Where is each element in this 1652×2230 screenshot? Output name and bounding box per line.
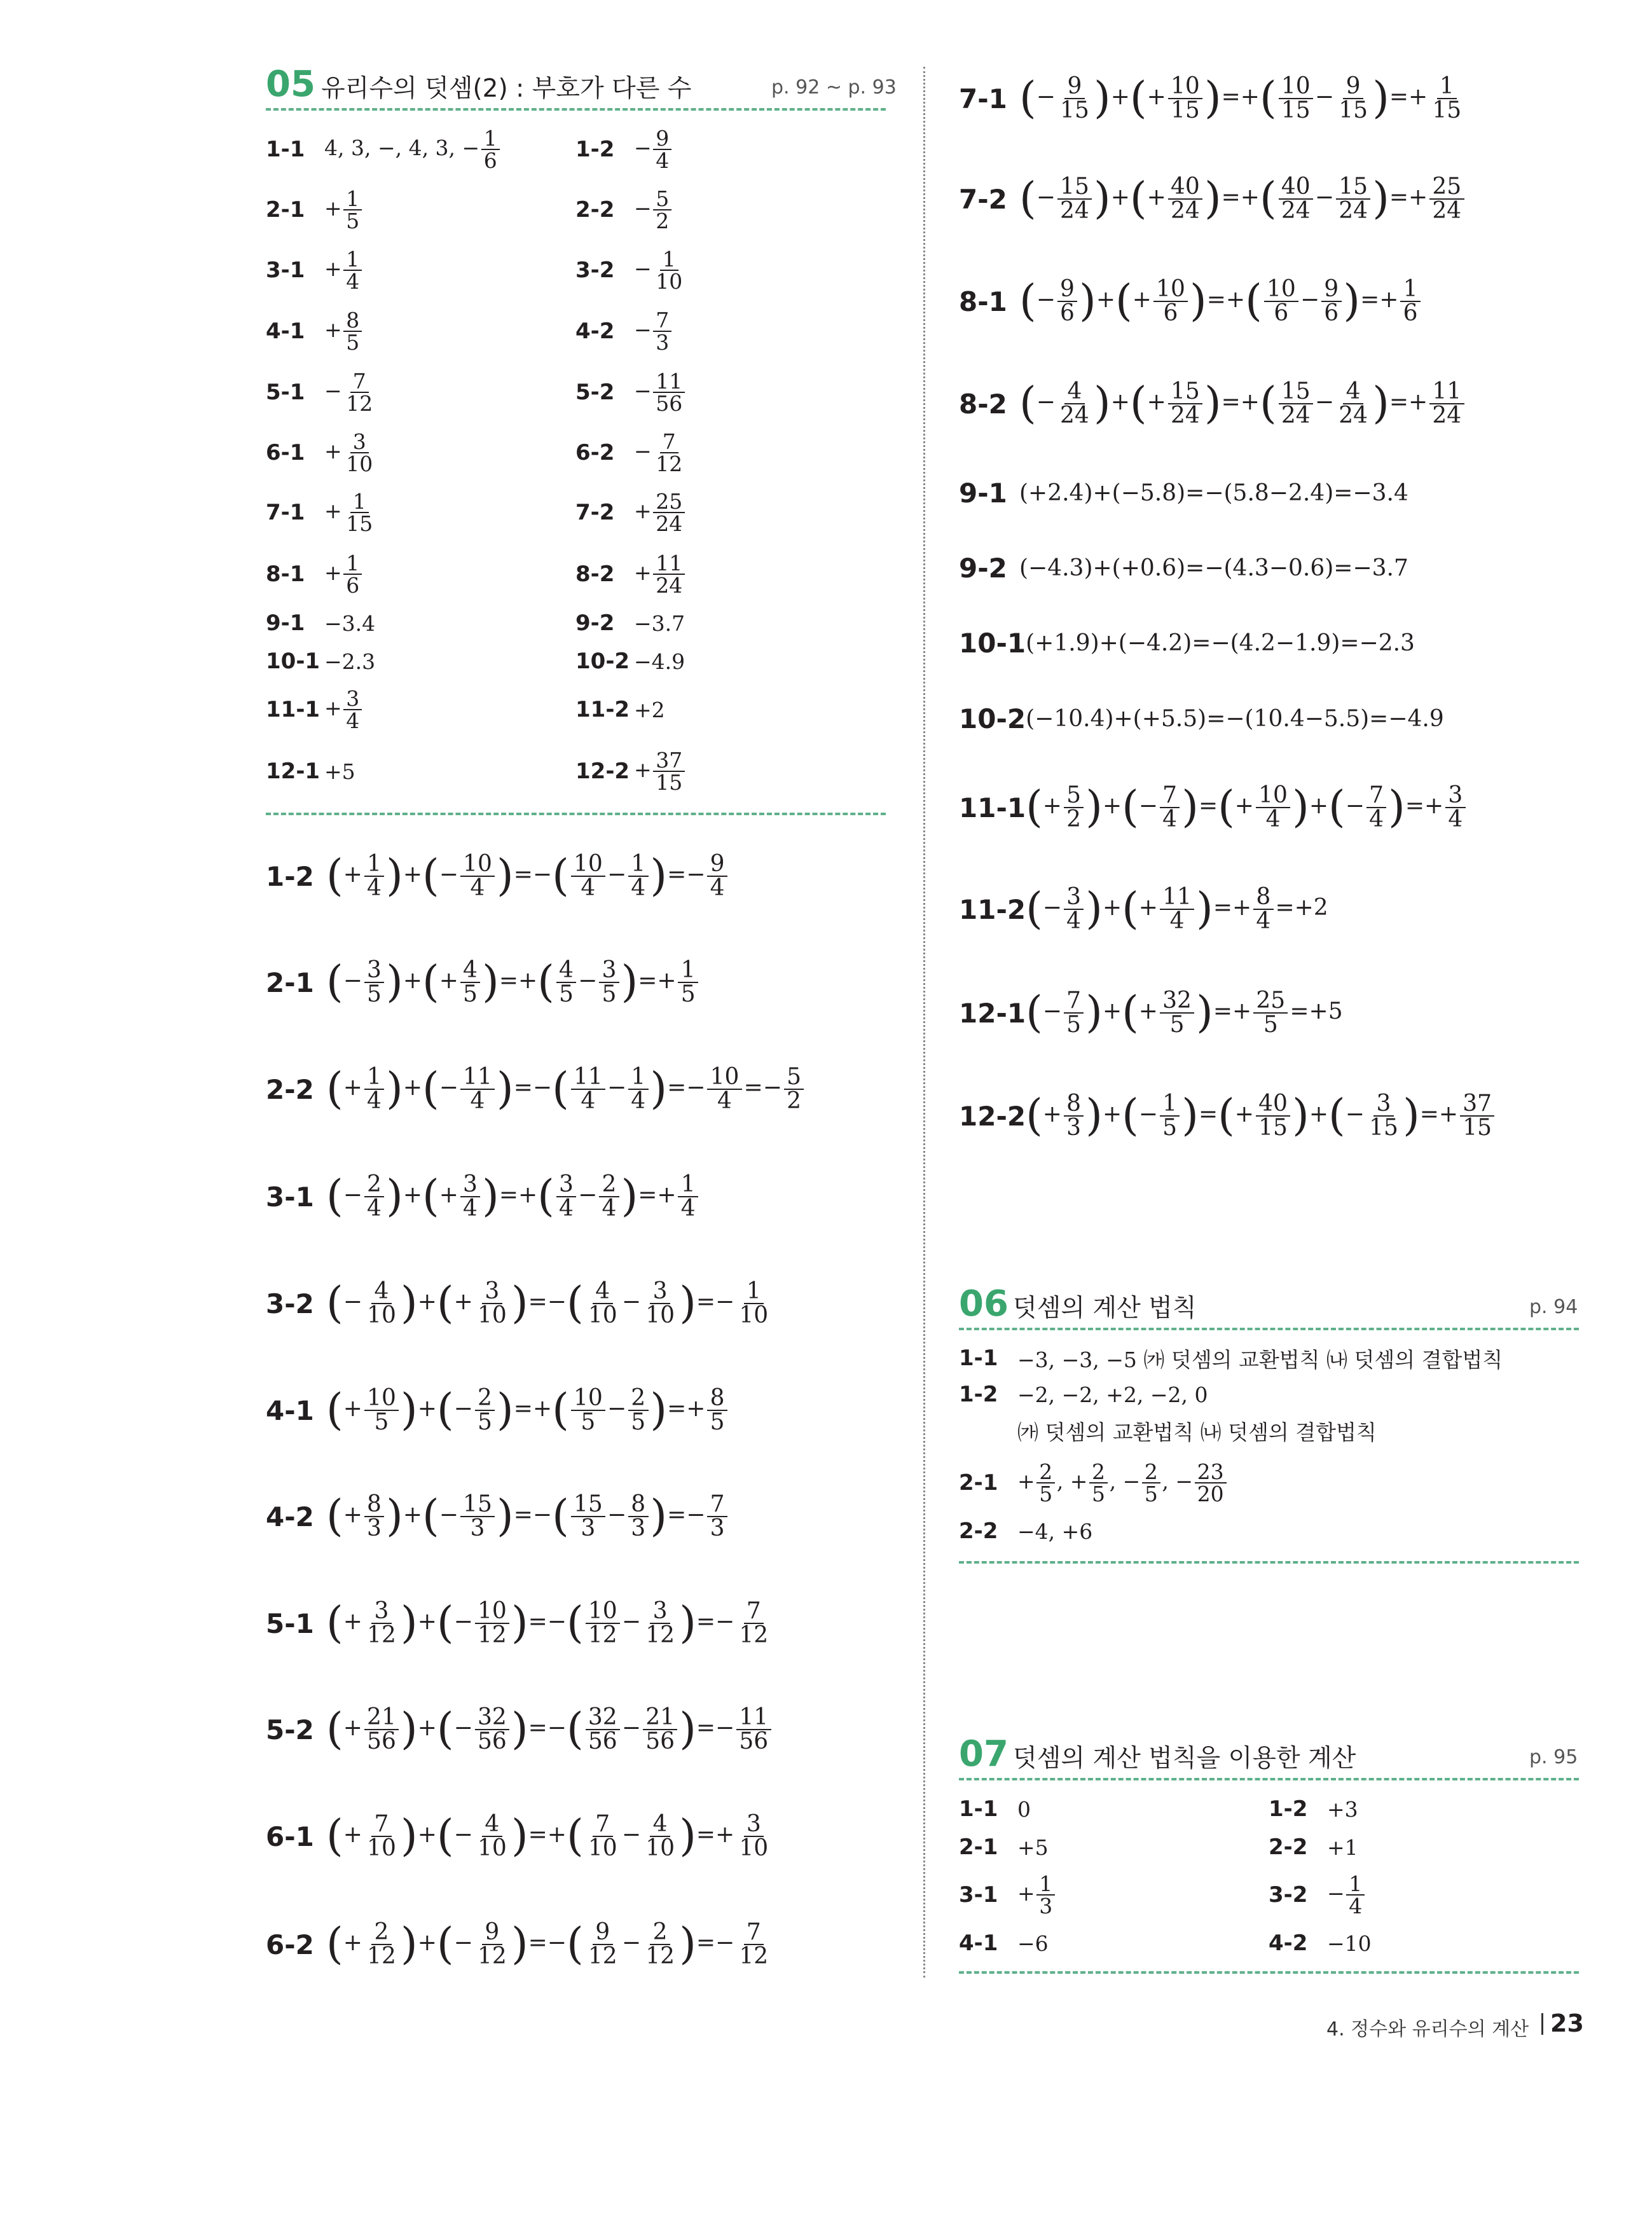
sec05-solution-9-1-row <box>959 455 1408 531</box>
sec07-answer-2-1-label: 2-1 <box>959 1834 998 1860</box>
sec05-solution-4-1-row <box>266 1372 729 1449</box>
sec05-answer-11-1-value: + $\frac{3}{4}$ <box>324 688 364 731</box>
sec07-answer-4-1-label: 4-1 <box>959 1931 998 1956</box>
sec05-answer-5-1-value: − $\frac{7}{12}$ <box>324 369 373 416</box>
section-06-title: 덧셈의 계산 법칙 <box>1013 1294 1197 1323</box>
sec07-answer-2-2-value: +1 <box>1327 1834 1358 1860</box>
section-07-pages: p. 95 <box>1529 1746 1578 1768</box>
sec05-solution-11-2-row <box>959 871 1328 947</box>
sec05-solution-11-2-value: (− $\frac{3}{4}$ )+(+ $\frac{11}{4}$ )=+ $\frac{8}{4}$ =+2 <box>1026 883 1328 934</box>
sec05-answer-8-1-value: + $\frac{1}{6}$ <box>324 553 364 596</box>
sec05-solution-2-1-value: (− $\frac{3}{5}$ )+(+ $\frac{4}{5}$ )=+( $\frac{4}{5}$ − $\frac{3}{5}$ )=+ $\frac{1}{5}$ <box>326 959 700 1006</box>
section-05-pages: p. 92 ~ p. 93 <box>771 76 897 99</box>
sec05-solution-8-1-row <box>959 263 1422 340</box>
sec05-solution-6-2-label: 6-2 <box>266 1929 314 1960</box>
sec05-solution-9-1-label: 9-1 <box>959 477 1007 509</box>
sec07-answer-1-1-value: 0 <box>1017 1796 1031 1822</box>
sec07-answer-3-1-label: 3-1 <box>959 1882 998 1908</box>
sec05-answer-2-2-value: − $\frac{5}{2}$ <box>634 188 673 231</box>
sec07-answer-3-2-value: − $\frac{1}{4}$ <box>1327 1873 1366 1917</box>
sec05-answer-1-2-value: − $\frac{9}{4}$ <box>634 128 673 171</box>
sec05-solution-7-2-label: 7-2 <box>959 183 1007 215</box>
sec06-answer-1-1-label: 1-1 <box>959 1346 998 1371</box>
sec05-answer-10-1-value: −2.3 <box>324 649 376 674</box>
sec05-solution-10-2-value: (−10.4)+(+5.5)=−(10.4−5.5)=−4.9 <box>1026 705 1444 732</box>
sec07-answer-4-1-row <box>959 1905 1049 1981</box>
sec05-solution-8-2-row <box>959 366 1466 442</box>
sec05-answer-9-2-label: 9-2 <box>575 610 615 636</box>
sec05-solution-12-1-row <box>959 975 1343 1051</box>
sec05-solution-9-2-value: (−4.3)+(+0.6)=−(4.3−0.6)=−3.7 <box>1019 554 1408 581</box>
sec05-answer-10-1-label: 10-1 <box>266 649 320 674</box>
sec05-answer-10-2-label: 10-2 <box>575 649 630 674</box>
sec05-answer-3-1-label: 3-1 <box>266 258 305 283</box>
sec05-solution-12-2-row <box>959 1078 1496 1154</box>
sec05-answer-12-1-row <box>266 733 355 809</box>
sec05-solution-12-2-value: (+ $\frac{8}{3}$ )+(− $\frac{1}{5}$ )=(+ $\frac{40}{15}$ )+(− $\frac{3}{15}$ )=+ $\frac{37}{15}$ <box>1026 1092 1496 1139</box>
sec07-answer-1-1-label: 1-1 <box>959 1796 998 1822</box>
sec05-solution-7-2-row <box>959 161 1466 237</box>
sec05-answer-6-1-label: 6-1 <box>266 440 305 465</box>
column-divider <box>923 67 925 1978</box>
section-06-bottom-divider <box>959 1561 1579 1564</box>
sec05-solution-3-1-value: (− $\frac{2}{4}$ )+(+ $\frac{3}{4}$ )=+( $\frac{3}{4}$ − $\frac{2}{4}$ )=+ $\frac{1}{4}$ <box>326 1173 700 1220</box>
sec05-solution-2-1-label: 2-1 <box>266 967 314 998</box>
section-06-number: 06 <box>959 1283 1008 1325</box>
sec05-solution-8-1-label: 8-1 <box>959 286 1007 317</box>
sec05-answer-12-1-value: +5 <box>324 759 355 784</box>
sec07-answer-4-2-row <box>1269 1905 1372 1981</box>
sec05-solution-6-2-row <box>266 1906 773 1983</box>
sec05-solution-1-2-label: 1-2 <box>266 860 314 892</box>
sec05-solution-9-2-label: 9-2 <box>959 552 1007 584</box>
sec05-solution-6-1-label: 6-1 <box>266 1820 314 1852</box>
sec05-solution-12-2-label: 12-2 <box>959 1100 1026 1132</box>
sec05-solution-6-1-row <box>266 1798 773 1875</box>
sec05-solution-5-2-value: (+ $\frac{21}{56}$ )+(− $\frac{32}{56}$ )=−( $\frac{32}{56}$ − $\frac{21}{56}$ )=− $\frac{11}{56}$ <box>326 1706 773 1753</box>
sec05-answer-12-1-label: 12-1 <box>266 759 320 784</box>
sec05-solution-10-1-label: 10-1 <box>959 627 1026 659</box>
sec05-solution-3-1-row <box>266 1159 700 1235</box>
sec05-solution-3-2-row <box>266 1265 773 1342</box>
sec05-solution-10-2-row <box>959 680 1444 757</box>
sec05-answer-11-2-value: +2 <box>634 697 665 722</box>
sec05-solution-3-2-label: 3-2 <box>266 1288 314 1319</box>
section-07-number: 07 <box>959 1733 1008 1775</box>
sec05-answer-2-1-label: 2-1 <box>266 197 305 223</box>
sec05-answer-11-2-label: 11-2 <box>575 697 630 722</box>
sec05-solution-9-1-value: (+2.4)+(−5.8)=−(5.8−2.4)=−3.4 <box>1019 479 1408 506</box>
sec05-solution-6-1-value: (+ $\frac{7}{10}$ )+(− $\frac{4}{10}$ )=+( $\frac{7}{10}$ − $\frac{4}{10}$ )=+ $\frac{3}{10}$ <box>326 1810 769 1861</box>
sec05-solution-4-1-value: (+ $\frac{10}{5}$ )+(− $\frac{2}{5}$ )=+( $\frac{10}{5}$ − $\frac{2}{5}$ )=+ $\frac{8}{5}$ <box>326 1387 729 1434</box>
sec05-answer-12-2-row <box>575 733 687 809</box>
sec05-solution-11-1-value: (+ $\frac{5}{2}$ )+(− $\frac{7}{4}$ )=(+ $\frac{10}{4}$ )+(− $\frac{7}{4}$ )=+ $\frac{3}{4}$ <box>1026 784 1467 831</box>
sec05-answer-3-2-label: 3-2 <box>575 258 615 283</box>
sec06-answer-2-2-label: 2-2 <box>959 1518 998 1544</box>
sec07-answer-2-1-value: +5 <box>1017 1834 1049 1860</box>
sec05-answer-9-2-value: −3.7 <box>634 610 685 636</box>
sec07-answer-1-2-value: +3 <box>1327 1796 1358 1822</box>
sec05-answer-10-2-value: −4.9 <box>634 649 685 674</box>
sec06-answer-2-2-value: −4, +6 <box>1017 1518 1093 1544</box>
sec05-solution-3-2-value: (− $\frac{4}{10}$ )+(+ $\frac{3}{10}$ )=−( $\frac{4}{10}$ − $\frac{3}{10}$ )=− $\frac{1}{10}$ <box>326 1277 769 1328</box>
sec05-answer-8-1-label: 8-1 <box>266 561 305 587</box>
sec05-answer-1-1-label: 1-1 <box>266 137 305 162</box>
sec05-solution-10-1-value: (+1.9)+(−4.2)=−(4.2−1.9)=−2.3 <box>1026 630 1415 656</box>
sec07-answer-4-1-value: −6 <box>1017 1931 1049 1956</box>
sec05-solution-5-1-value: (+ $\frac{3}{12}$ )+(− $\frac{10}{12}$ )=−( $\frac{10}{12}$ − $\frac{3}{12}$ )=− $\frac{7}{12}$ <box>326 1597 769 1648</box>
sec05-solution-6-2-value: (+ $\frac{2}{12}$ )+(− $\frac{9}{12}$ )=−( $\frac{9}{12}$ − $\frac{2}{12}$ )=− $\frac{7}{12}$ <box>326 1918 769 1969</box>
sec05-answer-5-1-label: 5-1 <box>266 380 305 405</box>
sec05-solution-3-1-label: 3-1 <box>266 1181 314 1213</box>
sec05-solution-12-1-value: (− $\frac{7}{5}$ )+(+ $\frac{32}{5}$ )=+ $\frac{25}{5}$ =+5 <box>1026 987 1343 1038</box>
sec05-solution-4-1-label: 4-1 <box>266 1394 314 1426</box>
sec05-solution-4-2-label: 4-2 <box>266 1501 314 1532</box>
sec05-solution-8-2-value: (− $\frac{4}{24}$ )+(+ $\frac{15}{24}$ )=+( $\frac{15}{24}$ − $\frac{4}{24}$ )=+ $\frac{11}{24}$ <box>1019 380 1466 427</box>
section-05-bottom-divider <box>266 813 886 815</box>
sec05-answer-8-2-label: 8-2 <box>575 561 615 587</box>
sec05-answer-6-2-label: 6-2 <box>575 440 615 465</box>
sec05-answer-4-1-label: 4-1 <box>266 319 305 344</box>
sec06-answer-1-2-label: 1-2 <box>959 1382 998 1407</box>
sec05-answer-7-1-label: 7-1 <box>266 500 305 525</box>
section-07-bottom-divider <box>959 1971 1579 1974</box>
sec05-answer-2-2-label: 2-2 <box>575 197 615 223</box>
sec05-solution-9-2-row <box>959 530 1408 606</box>
sec05-solution-2-2-label: 2-2 <box>266 1073 314 1105</box>
sec05-solution-7-1-value: (− $\frac{9}{15}$ )+(+ $\frac{10}{15}$ )=+( $\frac{10}{15}$ − $\frac{9}{15}$ )=+ $\frac{1}{15}$ <box>1019 72 1462 123</box>
sec05-solution-10-2-label: 10-2 <box>959 703 1026 734</box>
sec05-answer-4-2-value: − $\frac{7}{3}$ <box>634 310 673 353</box>
sec05-solution-2-2-value: (+ $\frac{1}{4}$ )+(− $\frac{11}{4}$ )=−( $\frac{11}{4}$ − $\frac{1}{4}$ )=− $\frac{10}{4}$ =− $\frac{5}{2}$ <box>326 1066 806 1113</box>
sec05-answer-5-2-value: − $\frac{11}{56}$ <box>634 371 687 414</box>
footer-chapter: 4. 정수와 유리수의 계산 <box>1326 2018 1529 2041</box>
sec05-solution-12-1-label: 12-1 <box>959 997 1026 1029</box>
section-06-pages: p. 94 <box>1529 1296 1578 1318</box>
sec05-solution-8-2-label: 8-2 <box>959 388 1007 420</box>
sec05-solution-4-2-row <box>266 1478 729 1555</box>
sec05-solution-8-1-value: (− $\frac{9}{6}$ )+(+ $\frac{10}{6}$ )=+( $\frac{10}{6}$ − $\frac{9}{6}$ )=+ $\frac{1}{6}$ <box>1019 278 1422 325</box>
sec06-answer-cont-value: ㈎ 덧셈의 교환법칙 ㈏ 덧셈의 결합법칙 <box>1017 1419 1377 1445</box>
sec06-answer-2-1-label: 2-1 <box>959 1470 998 1496</box>
sec05-solution-5-1-label: 5-1 <box>266 1607 314 1639</box>
sec05-solution-5-2-label: 5-2 <box>266 1714 314 1745</box>
sec05-answer-6-2-value: − $\frac{7}{12}$ <box>634 429 683 476</box>
sec05-answer-8-2-value: + $\frac{11}{24}$ <box>634 553 687 596</box>
sec07-answer-4-2-label: 4-2 <box>1269 1931 1308 1956</box>
sec07-answer-3-2-label: 3-2 <box>1269 1882 1308 1908</box>
sec05-solution-7-1-label: 7-1 <box>959 83 1007 114</box>
footer-page-number: 23 <box>1550 2009 1584 2037</box>
sec05-answer-12-2-label: 12-2 <box>575 759 630 784</box>
sec05-solution-1-2-row <box>266 838 729 914</box>
sec05-answer-4-1-value: + $\frac{8}{5}$ <box>324 310 364 353</box>
sec05-answer-9-1-value: −3.4 <box>324 610 376 636</box>
section-07-title: 덧셈의 계산 법칙을 이용한 계산 <box>1013 1744 1356 1773</box>
sec05-solution-5-1-row <box>266 1585 773 1662</box>
sec07-answer-4-2-value: −10 <box>1327 1931 1372 1956</box>
sec07-answer-1-2-label: 1-2 <box>1269 1796 1308 1822</box>
sec05-answer-4-2-label: 4-2 <box>575 319 615 344</box>
sec05-solution-5-2-row <box>266 1691 773 1768</box>
sec07-answer-2-2-label: 2-2 <box>1269 1834 1308 1860</box>
sec05-answer-5-2-label: 5-2 <box>575 380 615 405</box>
sec05-answer-9-1-label: 9-1 <box>266 610 305 636</box>
sec05-solution-11-1-label: 11-1 <box>959 792 1026 823</box>
sec05-answer-1-1-value: 4, 3, −, 4, 3, − $\frac{1}{6}$ <box>324 128 501 171</box>
section-05-title: 유리수의 덧셈(2) : 부호가 다른 수 <box>321 74 692 103</box>
sec06-answer-2-1-value: + $\frac{2}{5}$ , + $\frac{2}{5}$ , − $\frac{2}{5}$ , − $\frac{23}{20}$ <box>1017 1461 1228 1504</box>
sec05-solution-1-2-value: (+ $\frac{1}{4}$ )+(− $\frac{10}{4}$ )=−( $\frac{10}{4}$ − $\frac{1}{4}$ )=− $\frac{9}{4}$ <box>326 853 729 900</box>
sec05-answer-2-1-value: + $\frac{1}{5}$ <box>324 188 364 231</box>
sec05-answer-11-1-label: 11-1 <box>266 697 320 722</box>
sec05-solution-11-1-row <box>959 769 1467 846</box>
sec06-answer-1-2-value: −2, −2, +2, −2, 0 <box>1017 1382 1208 1407</box>
sec05-answer-3-2-value: − $\frac{1}{10}$ <box>634 247 683 294</box>
sec05-answer-3-1-value: + $\frac{1}{4}$ <box>324 249 364 292</box>
sec05-solution-4-2-value: (+ $\frac{8}{3}$ )+(− $\frac{15}{3}$ )=−( $\frac{15}{3}$ − $\frac{8}{3}$ )=− $\frac{7}{3}$ <box>326 1493 729 1540</box>
sec05-solution-11-2-label: 11-2 <box>959 893 1026 925</box>
sec05-solution-2-1-row <box>266 944 700 1021</box>
sec05-answer-7-2-label: 7-2 <box>575 500 615 525</box>
footer-separator <box>1541 2013 1543 2035</box>
section-05-number: 05 <box>266 64 315 105</box>
sec05-answer-1-2-label: 1-2 <box>575 137 615 162</box>
sec05-answer-7-2-value: + $\frac{25}{24}$ <box>634 491 687 534</box>
section-05-top-divider <box>266 108 886 111</box>
sec05-solution-7-1-row <box>959 60 1466 137</box>
sec05-answer-6-1-value: + $\frac{3}{10}$ <box>324 429 373 476</box>
sec07-answer-3-1-value: + $\frac{1}{3}$ <box>1017 1873 1057 1917</box>
sec06-answer-2-2-row <box>959 1493 1092 1569</box>
sec06-answer-1-1-value: −3, −3, −5 ㈎ 덧셈의 교환법칙 ㈏ 덧셈의 결합법칙 <box>1017 1347 1503 1372</box>
sec05-answer-12-2-value: + $\frac{37}{15}$ <box>634 750 687 793</box>
sec05-solution-7-2-value: (− $\frac{15}{24}$ )+(+ $\frac{40}{24}$ )=+( $\frac{40}{24}$ − $\frac{15}{24}$ )=+ $\frac{25}{24}$ <box>1019 176 1466 223</box>
sec05-solution-2-2-row <box>266 1051 806 1127</box>
sec05-solution-10-1-row <box>959 605 1415 681</box>
sec05-answer-7-1-value: + $\frac{1}{15}$ <box>324 489 373 536</box>
